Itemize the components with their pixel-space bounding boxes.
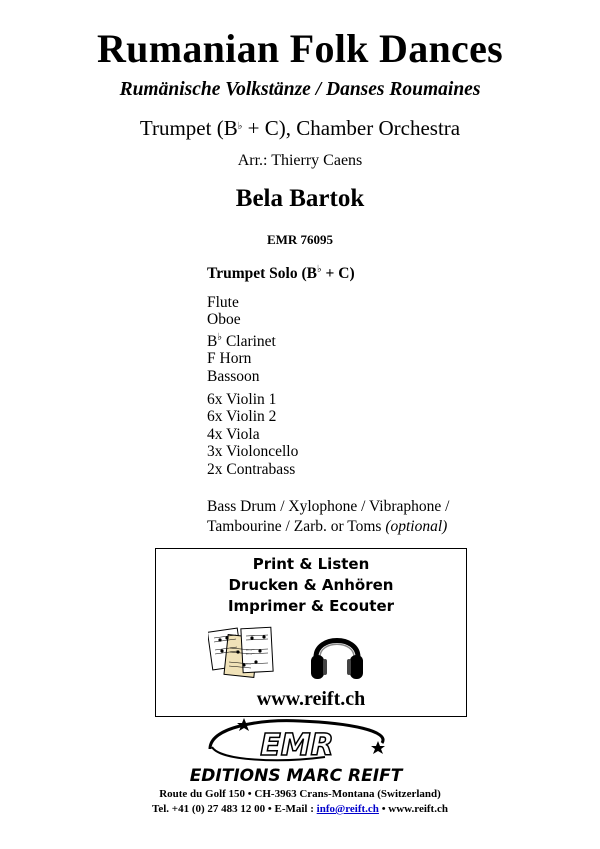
title: Rumanian Folk Dances [96,26,504,71]
promo-line-en: Print & Listen [252,555,370,573]
optional-note: (optional) [385,518,448,535]
part-clarinet [207,329,276,350]
part-viola: 4x Viola [207,425,260,443]
clarinet-label: Clarinet [225,332,276,350]
instrumentation-pre: Trumpet (B [139,116,238,140]
percussion-list [207,497,449,537]
flat-symbol: ♭ [316,264,322,275]
flat-symbol: ♭ [217,331,223,343]
clarinet-prefix: B [207,332,218,350]
website-link[interactable]: www.reift.ch [256,688,366,710]
catalog-number: EMR 76095 [266,232,334,247]
headphones-icon [308,623,366,685]
emr-logo-mark: EMR [260,728,334,763]
part-contrabass: 2x Contrabass [207,460,296,478]
part-horn: F Horn [207,350,252,368]
percussion-line-2 [207,517,449,537]
part-flute: Flute [207,294,239,311]
footer-contact [0,802,600,816]
subtitle: Rumänische Volkstänze / Danses Roumaines [119,79,481,100]
part-oboe: Oboe [207,311,241,329]
emr-logo-publisher: EDITIONS MARC REIFT [189,766,403,785]
percussion-line-2-text: Tambourine / Zarb. or Toms [207,518,382,535]
strings-list [207,391,298,478]
instrumentation-post: + C), Chamber Orchestra [242,116,461,140]
promo-line-de: Drucken & Anhören [228,576,394,594]
solo-part [207,260,355,284]
sheet-music-icon [208,624,278,686]
part-violoncello: 3x Violoncello [207,443,299,461]
email-link[interactable]: info@reift.ch [316,803,379,815]
flat-symbol: ♭ [237,121,243,132]
promo-line-fr: Imprimer & Ecouter [227,597,395,615]
print-listen-box [155,548,467,717]
footer-web: • www.reift.ch [378,803,448,815]
composer: Bela Bartok [235,185,365,212]
part-bassoon: Bassoon [207,367,260,385]
part-violin-1: 6x Violin 1 [207,391,277,408]
footer-tel: Tel. +41 (0) 27 483 12 00 • E-Mail : [152,803,317,815]
footer-address: Route du Golf 150 • CH-3963 Crans-Montana (Switzerland) [159,788,441,800]
instrumentation [0,114,600,141]
winds-list [207,294,276,385]
arranger: Arr.: Thierry Caens [237,152,363,169]
part-violin-2: 6x Violin 2 [207,408,277,426]
percussion-line-1: Bass Drum / Xylophone / Vibraphone / [207,498,450,515]
solo-post: + C) [321,265,355,282]
solo-pre: Trumpet Solo (B [207,265,317,282]
emr-logo [150,717,450,785]
